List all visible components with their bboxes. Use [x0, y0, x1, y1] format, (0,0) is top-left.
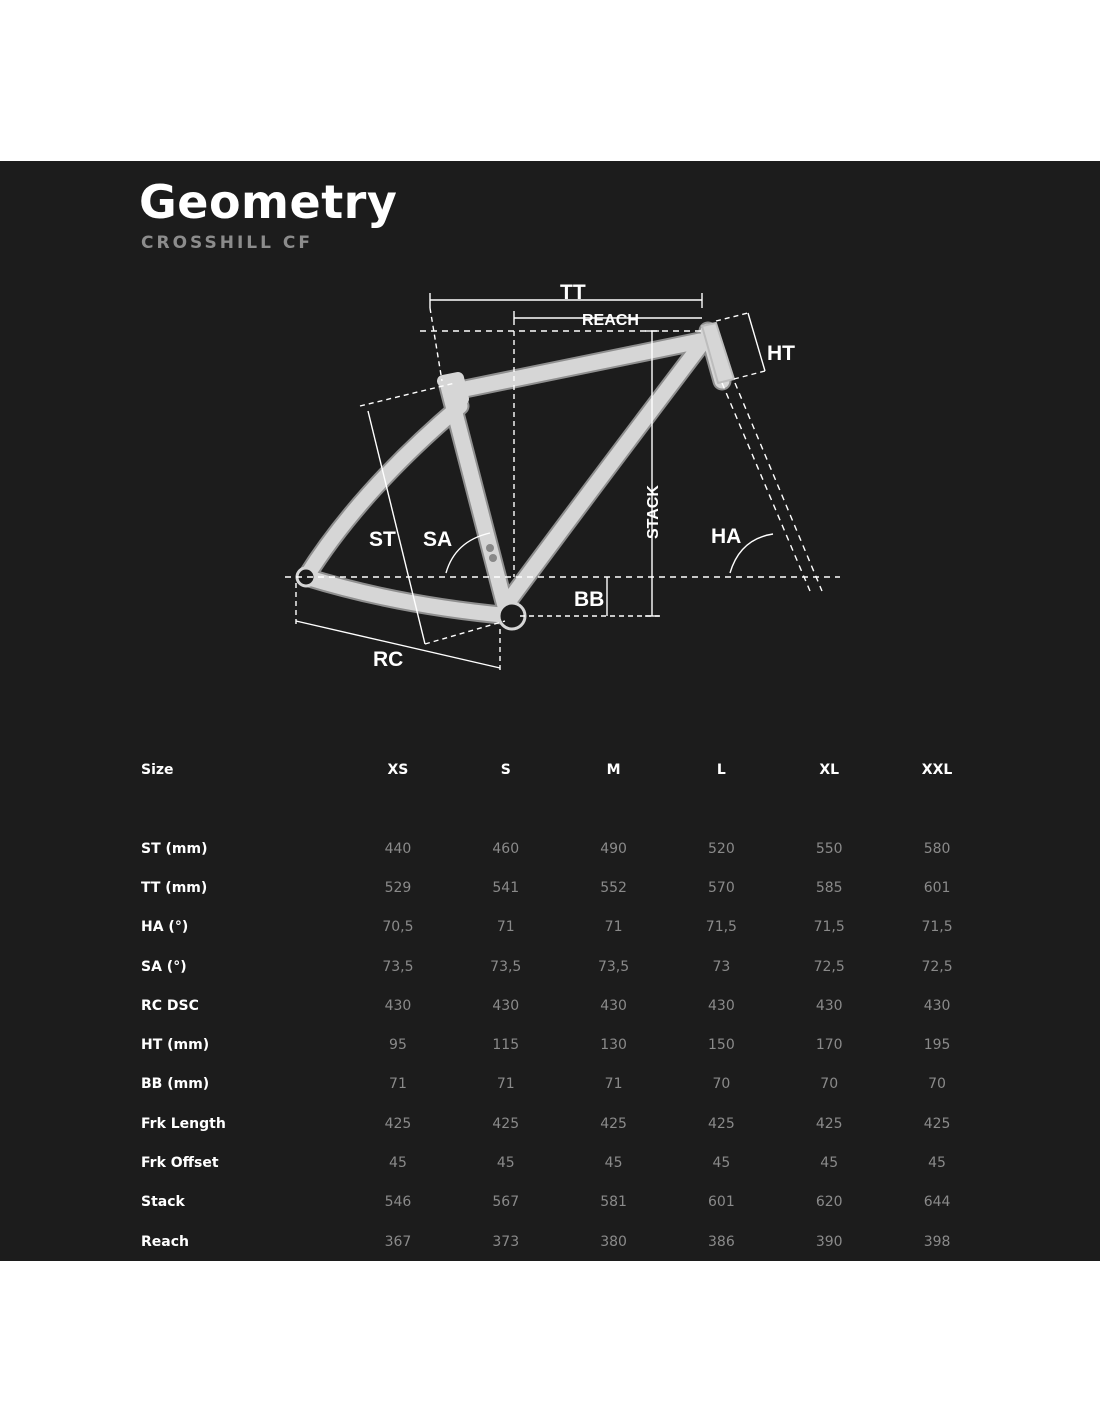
- cell-value: 398: [923, 1233, 951, 1250]
- cell-value: 73,5: [490, 958, 522, 975]
- cell-value: 73,5: [382, 958, 414, 975]
- table-row: [141, 1222, 991, 1261]
- cell-value: 71: [496, 919, 515, 936]
- cell-value: 546: [384, 1194, 412, 1211]
- cell-value: 71: [604, 1076, 623, 1093]
- cell-value: 72,5: [813, 958, 845, 975]
- cell-value: 130: [600, 1037, 627, 1054]
- label-st: ST: [369, 528, 396, 551]
- cell-value: 601: [923, 879, 951, 896]
- cell-value: 581: [600, 1194, 627, 1211]
- cell-value: 71,5: [921, 919, 953, 936]
- cell-value: 73,5: [597, 958, 630, 975]
- cell-value: 425: [708, 1115, 735, 1132]
- size-xxl: XXL: [921, 762, 953, 778]
- geometry-panel: [0, 161, 1100, 1261]
- row-label: Frk Offset: [141, 1155, 219, 1172]
- size-m: M: [606, 762, 621, 778]
- row-label: ST (mm): [141, 840, 208, 857]
- cell-value: 430: [492, 997, 520, 1014]
- size-xl: XL: [819, 762, 840, 778]
- cell-value: 425: [384, 1115, 412, 1132]
- label-sa: SA: [423, 528, 453, 551]
- cell-value: 567: [492, 1194, 520, 1211]
- cell-value: 70: [928, 1076, 946, 1093]
- size-l: L: [716, 762, 726, 778]
- table-row: [141, 1143, 991, 1182]
- cell-value: 460: [492, 840, 520, 857]
- cell-value: 73: [712, 958, 731, 975]
- label-tt: TT: [560, 281, 586, 304]
- table-row: [141, 908, 991, 947]
- page-title: Geometry: [139, 175, 398, 229]
- cell-value: 72,5: [921, 958, 953, 975]
- cell-value: 71,5: [813, 919, 845, 936]
- cell-value: 115: [492, 1037, 520, 1054]
- cell-value: 425: [815, 1115, 843, 1132]
- cell-value: 430: [384, 997, 412, 1014]
- cell-value: 541: [492, 879, 520, 896]
- cell-value: 490: [600, 840, 627, 857]
- label-stack: STACK: [645, 485, 662, 539]
- cell-value: 430: [600, 997, 627, 1014]
- table-row: [141, 1025, 991, 1064]
- label-bb: BB: [574, 588, 605, 611]
- cell-value: 70,5: [382, 919, 414, 936]
- cell-value: 552: [600, 879, 627, 896]
- cell-value: 644: [923, 1194, 951, 1211]
- cell-value: 367: [384, 1233, 412, 1250]
- cell-value: 45: [496, 1155, 515, 1172]
- cell-value: 585: [815, 879, 843, 896]
- row-label: BB (mm): [141, 1076, 210, 1093]
- cell-value: 71: [389, 1076, 407, 1093]
- cell-value: 520: [708, 840, 735, 857]
- cell-value: 380: [600, 1233, 627, 1250]
- cell-value: 195: [923, 1037, 951, 1054]
- cell-value: 529: [384, 879, 412, 896]
- label-rc: RC: [373, 648, 404, 671]
- label-ha: HA: [711, 525, 742, 548]
- table-row: [141, 868, 991, 907]
- cell-value: 430: [708, 997, 735, 1014]
- cell-value: 580: [923, 840, 951, 857]
- cell-value: 390: [815, 1233, 843, 1250]
- row-label: HT (mm): [141, 1037, 210, 1054]
- size-xs: XS: [387, 762, 409, 778]
- cell-value: 45: [928, 1155, 946, 1172]
- row-label: Reach: [141, 1233, 189, 1250]
- cell-value: 45: [712, 1155, 731, 1172]
- size-s: S: [500, 762, 511, 778]
- row-label: SA (°): [141, 958, 187, 975]
- cell-value: 386: [708, 1233, 735, 1250]
- row-label: RC DSC: [141, 997, 199, 1014]
- cell-value: 45: [389, 1155, 407, 1172]
- cell-value: 70: [712, 1076, 731, 1093]
- cell-value: 425: [923, 1115, 951, 1132]
- cell-value: 150: [708, 1037, 735, 1054]
- cell-value: 570: [708, 879, 735, 896]
- label-ht: HT: [767, 342, 795, 365]
- cell-value: 425: [492, 1115, 520, 1132]
- table-row: [141, 986, 991, 1025]
- cell-value: 95: [389, 1037, 407, 1054]
- row-label: Frk Length: [141, 1115, 226, 1132]
- cell-value: 550: [815, 840, 843, 857]
- cell-value: 71: [496, 1076, 515, 1093]
- size-header-label: Size: [141, 762, 174, 778]
- row-label: TT (mm): [141, 879, 208, 896]
- table-row: [141, 947, 991, 986]
- frame-geometry-diagram: [0, 161, 1100, 721]
- size-header-row: [141, 751, 991, 789]
- cell-value: 373: [492, 1233, 520, 1250]
- table-row: [141, 1065, 991, 1104]
- table-row: [141, 1104, 991, 1143]
- cell-value: 430: [815, 997, 843, 1014]
- cell-value: 70: [820, 1076, 839, 1093]
- geometry-table: [141, 751, 991, 1261]
- cell-value: 430: [923, 997, 951, 1014]
- model-subtitle: CROSSHILL CF: [141, 233, 313, 253]
- cell-value: 620: [815, 1194, 843, 1211]
- cell-value: 45: [820, 1155, 839, 1172]
- cell-value: 601: [708, 1194, 735, 1211]
- row-label: Stack: [141, 1194, 185, 1211]
- cell-value: 170: [815, 1037, 843, 1054]
- table-row: [141, 829, 991, 868]
- spacer-row: [141, 789, 991, 829]
- cell-value: 440: [384, 840, 412, 857]
- bike-frame: [297, 323, 734, 629]
- cell-value: 71: [604, 919, 623, 936]
- cell-value: 45: [604, 1155, 623, 1172]
- cell-value: 425: [600, 1115, 627, 1132]
- table-row: [141, 1183, 991, 1222]
- cell-value: 71,5: [705, 919, 737, 936]
- label-reach: REACH: [582, 312, 639, 329]
- row-label: HA (°): [141, 919, 189, 936]
